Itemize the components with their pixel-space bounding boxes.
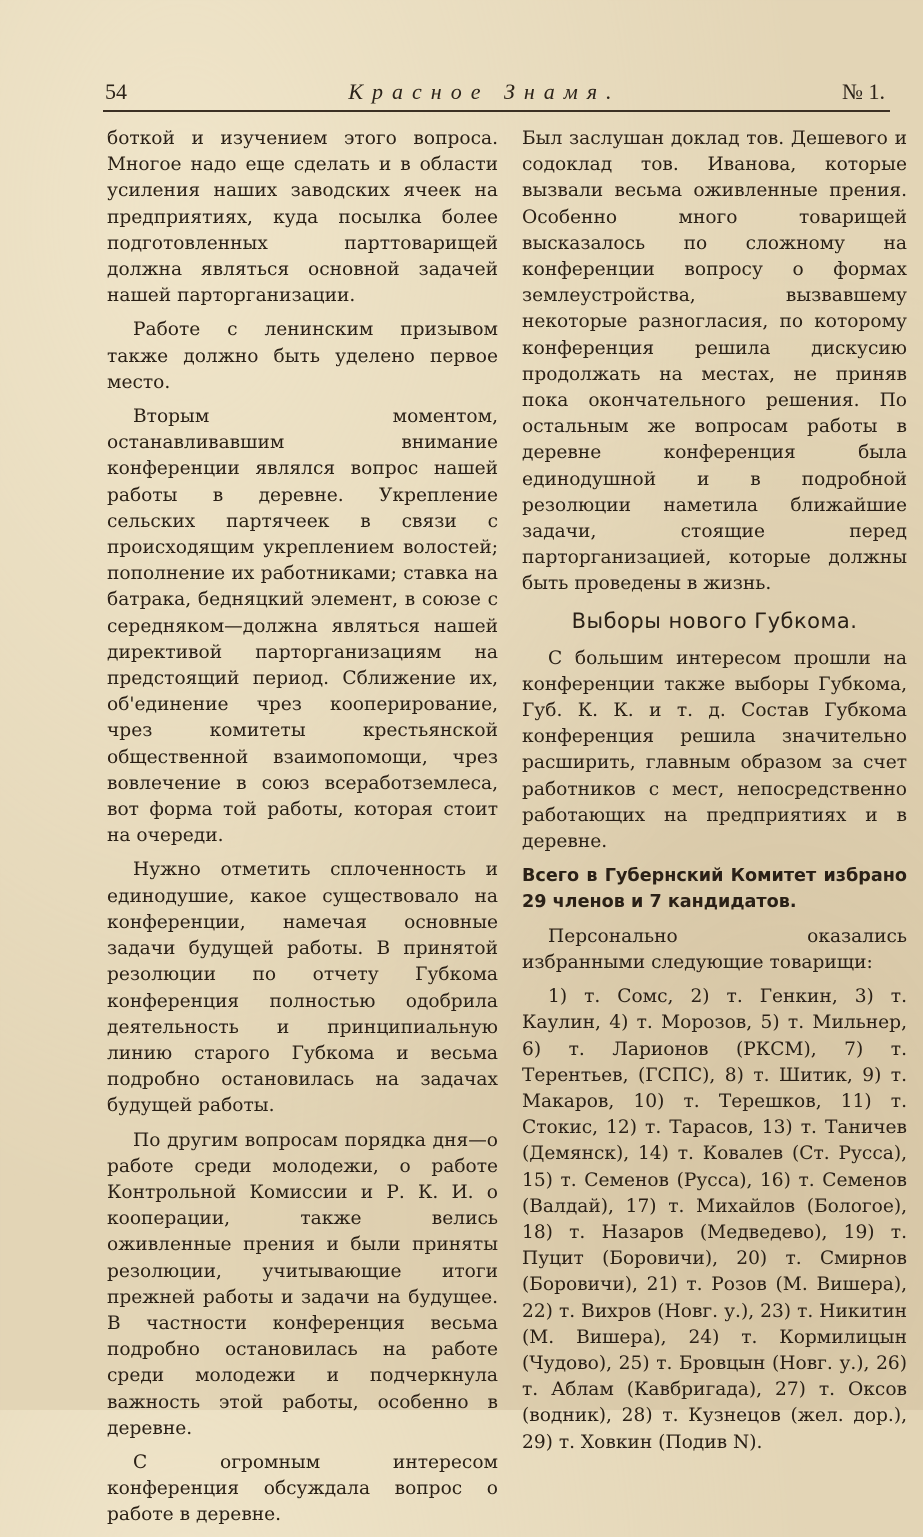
right-paragraph-4: Персонально оказались избранными следующие товарищи: (522, 925, 907, 973)
section-heading: Выборы нового Губкома. (571, 608, 858, 633)
right-paragraph-1: Был заслушан доклад тов. Дешевого и содоклад тов. Иванова, которые вызвали весьма оживленные прения. Особенно много товарищей высказалось по сложному на конференции вопросу о формах землеустройства, вызвавшему некоторые разногласия, по которому конференция решила дискусию продолжать на местах, не приняв пока окончательного решения. По остальным же вопросам работы в деревне конференция была единодушной и в подробной резолюции наметила ближайшие задачи, стоящие перед парторганизацией, которые должны быть проведены в жизнь. (522, 128, 907, 595)
left-paragraph-2: Работе с ленинским призывом также должно быть уделено первое место. (107, 319, 498, 393)
left-paragraph-5: По другим вопросам порядка дня—о работе среди молодежи, о работе Контрольной Комиссии и Р. К. И. о кооперации, также велись оживленные прения и были приняты резолюции, учитывающие итоги прежней работы и задачи на будущее. В частности конференция весьма подробно остановилась на работе среди молодежи и подчеркнула важность этой работы, особенно в деревне. (107, 1129, 498, 1439)
elected-members-list: 1) т. Сомс, 2) т. Генкин, 3) т. Каулин, 4) т. Морозов, 5) т. Мильнер, 6) т. Ларионов (РКСМ), 7) т. Терентьев, (ГСПС), 8) т. Шитик, 9) т. Макаров, 10) т. Терешков, 11) т. Стокис, 12) т. Тарасов, 13) т. Таничев (Демянск), 14) т. Ковалев (Ст. Русса), 15) т. Семенов (Русса), 16) т. Семенов (Валдай), 17) т. Михайлов (Бологое), 18) т. Назаров (Медведево), 19) т. Пуцит (Боровичи), 20) т. Смирнов (Боровичи), 21) т. Розов (М. Вишера), 22) т. Вихров (Новг. у.), 23) т. Никитин (М. Вишера), 24) т. Кормилицын (Чудово), 25) т. Бровцын (Новг. у.), 26) т. Аблам (Кавбригада), 27) т. Оксов (водник), 28) т. Кузнецов (жел. дор.), 29) т. Ховкин (Подив N). (522, 986, 907, 1453)
publication-title: Красное Знамя. (348, 79, 621, 104)
left-paragraph-1: боткой и изучением этого вопроса. Многое надо еще сделать и в области усиления наших заводских ячеек на предприятиях, куда посылка более подготовленных парттоварищей должна являться основной задачей нашей парторганизации. (107, 128, 498, 307)
right-paragraph-2: С большим интересом прошли на конференции также выборы Губкома, Губ. К. К. и т. д. Состав Губкома конференция решила значительно расширить, главным образом за счет работников с мест, непосредственно работающих на предприятиях и в деревне. (522, 647, 907, 853)
page-header (105, 74, 885, 110)
left-paragraph-3: Вторым моментом, останавливавшим внимание конференции являлся вопрос нашей работы в деревне. Укрепление сельских партячеек в связи с происходящим укреплением волостей; пополнение их работниками; ставка на батрака, бедняцкий элемент, в союзе с середняком—должна являться нашей директивой парторганизациям на предстоящий период. Сближение их, об'единение чрез кооперирование, чрез комитеты крестьянской общественной взаимопомощи, чрез вовлечение в союз всеработземлеса, вот форма той работы, которая стоит на очереди. (107, 406, 498, 847)
left-column (107, 126, 498, 1537)
right-column (522, 126, 907, 1464)
left-paragraph-6: С огромным интересом конференция обсуждала вопрос о работе в деревне. (107, 1451, 498, 1526)
page-number: 54 (105, 79, 127, 104)
elected-count-statement: Всего в Губернский Комитет избрано 29 членов и 7 кандидатов. (522, 866, 907, 913)
header-rule (103, 110, 890, 112)
left-paragraph-4: Нужно отметить сплоченность и единодушие, какое существовало на конференции, намечая основные задачи будущей работы. В принятой резолюции по отчету Губкома конференция полностью одобрила деятельность и принципиальную линию старого Губкома и весьма подробно остановилась на задачах будущей работы. (107, 859, 498, 1117)
issue-number: № 1. (841, 79, 885, 104)
